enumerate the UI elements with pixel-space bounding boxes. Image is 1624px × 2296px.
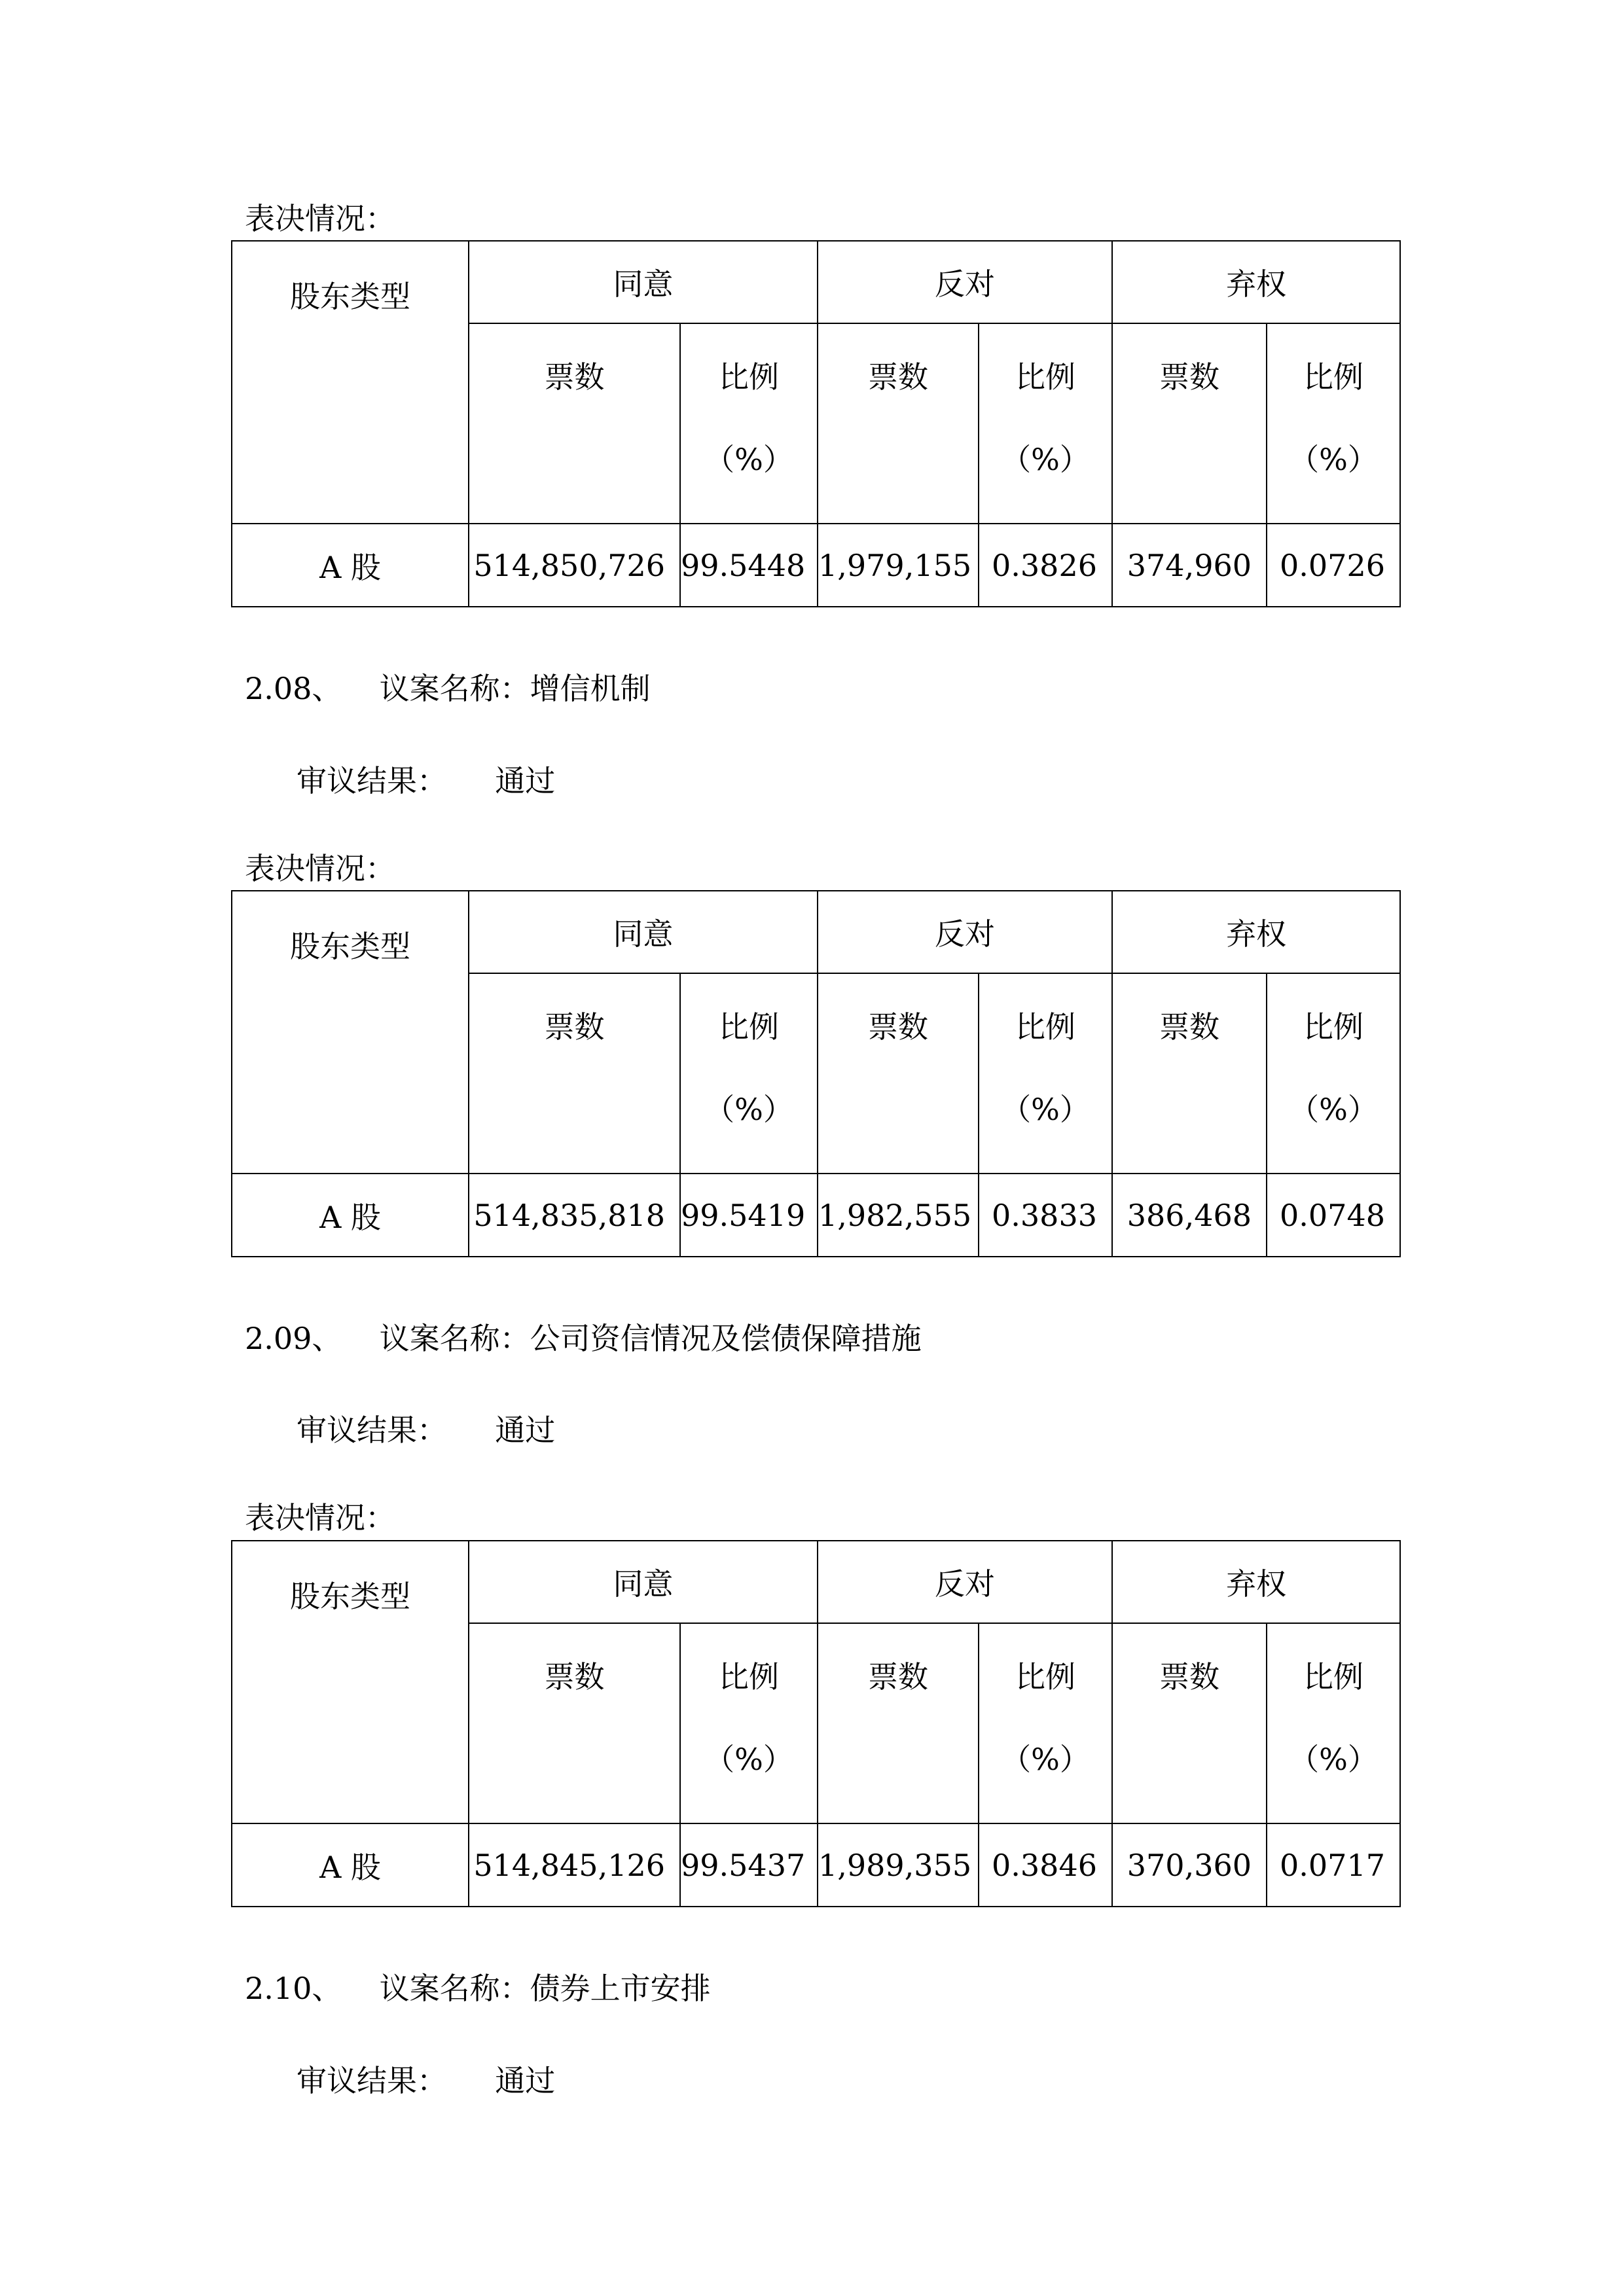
header-agree-ratio bbox=[680, 973, 818, 1174]
header-abstain-votes bbox=[1112, 973, 1267, 1174]
header-agree: 同意 bbox=[469, 241, 818, 323]
header-abstain: 弃权 bbox=[1112, 891, 1400, 973]
ratio-unit: （%） bbox=[1289, 1742, 1378, 1777]
vote-table-1 bbox=[231, 240, 1401, 607]
ratio-unit: （%） bbox=[704, 1742, 793, 1777]
cell-oppose-ratio: 0.3833 bbox=[979, 1174, 1112, 1257]
ratio-label: 比例 bbox=[1303, 1659, 1363, 1695]
ratio-label: 比例 bbox=[1015, 359, 1075, 395]
header-oppose-ratio bbox=[979, 973, 1112, 1174]
header-agree-votes bbox=[469, 973, 680, 1174]
proposal-title-2-08 bbox=[245, 669, 651, 708]
header-agree-ratio bbox=[680, 1623, 818, 1823]
vote-label-2: 表决情况： bbox=[245, 851, 395, 886]
cell-abstain-ratio: 0.0748 bbox=[1267, 1174, 1400, 1257]
ratio-unit: （%） bbox=[1289, 1092, 1378, 1127]
cell-oppose-votes: 1,982,555 bbox=[818, 1174, 979, 1257]
votes-label: 票数 bbox=[868, 1659, 928, 1695]
cell-stock-type: A 股 bbox=[232, 1823, 469, 1907]
header-oppose: 反对 bbox=[818, 891, 1112, 973]
header-shareholder-type: 股东类型 bbox=[232, 891, 469, 1174]
header-shareholder-type: 股东类型 bbox=[232, 241, 469, 524]
cell-oppose-votes: 1,979,155 bbox=[818, 524, 979, 607]
ratio-unit: （%） bbox=[704, 1092, 793, 1127]
ratio-label: 比例 bbox=[1303, 1009, 1363, 1045]
result-value: 通过 bbox=[495, 1412, 556, 1448]
header-shareholder-type: 股东类型 bbox=[232, 1541, 469, 1823]
vote-table-3 bbox=[231, 1540, 1401, 1907]
header-abstain: 弃权 bbox=[1112, 241, 1400, 323]
header-oppose-votes bbox=[818, 323, 979, 524]
cell-abstain-votes: 374,960 bbox=[1112, 524, 1267, 607]
proposal-title-2-10 bbox=[245, 1969, 711, 2008]
cell-abstain-votes: 386,468 bbox=[1112, 1174, 1267, 1257]
ratio-label: 比例 bbox=[1015, 1659, 1075, 1695]
header-oppose: 反对 bbox=[818, 1541, 1112, 1623]
cell-agree-ratio: 99.5419 bbox=[680, 1174, 818, 1257]
header-oppose-votes bbox=[818, 973, 979, 1174]
proposal-name: 议案名称：公司资信情况及偿债保障措施 bbox=[379, 1321, 922, 1356]
vote-label-1: 表决情况： bbox=[245, 201, 395, 236]
cell-abstain-ratio: 0.0717 bbox=[1267, 1823, 1400, 1907]
proposal-number: 2.08、 bbox=[245, 671, 342, 706]
header-abstain-ratio bbox=[1267, 973, 1400, 1174]
votes-label: 票数 bbox=[868, 359, 928, 395]
table-row bbox=[232, 1174, 1400, 1257]
votes-label: 票数 bbox=[1159, 359, 1219, 395]
votes-label: 票数 bbox=[544, 1009, 605, 1045]
cell-agree-ratio: 99.5448 bbox=[680, 524, 818, 607]
vote-label-3: 表决情况： bbox=[245, 1500, 395, 1535]
cell-agree-votes: 514,850,726 bbox=[469, 524, 680, 607]
ratio-unit: （%） bbox=[704, 442, 793, 477]
table-row bbox=[232, 1823, 1400, 1907]
cell-stock-type: A 股 bbox=[232, 524, 469, 607]
header-oppose-ratio bbox=[979, 1623, 1112, 1823]
header-agree-votes bbox=[469, 323, 680, 524]
vote-table-2 bbox=[231, 890, 1401, 1257]
ratio-label: 比例 bbox=[1303, 359, 1363, 395]
proposal-number: 2.10、 bbox=[245, 1971, 342, 2006]
proposal-result-2-10 bbox=[297, 2061, 555, 2100]
cell-agree-ratio: 99.5437 bbox=[680, 1823, 818, 1907]
cell-abstain-ratio: 0.0726 bbox=[1267, 524, 1400, 607]
result-label: 审议结果： bbox=[297, 763, 447, 798]
result-value: 通过 bbox=[495, 2063, 556, 2098]
proposal-title-2-09 bbox=[245, 1319, 922, 1358]
votes-label: 票数 bbox=[544, 359, 605, 395]
header-abstain: 弃权 bbox=[1112, 1541, 1400, 1623]
cell-agree-votes: 514,845,126 bbox=[469, 1823, 680, 1907]
header-abstain-votes bbox=[1112, 1623, 1267, 1823]
header-oppose-votes bbox=[818, 1623, 979, 1823]
result-label: 审议结果： bbox=[297, 2063, 447, 2098]
result-label: 审议结果： bbox=[297, 1412, 447, 1448]
ratio-label: 比例 bbox=[1015, 1009, 1075, 1045]
header-oppose-ratio bbox=[979, 323, 1112, 524]
table-row bbox=[232, 524, 1400, 607]
header-abstain-ratio bbox=[1267, 323, 1400, 524]
proposal-result-2-08 bbox=[297, 761, 555, 800]
cell-oppose-ratio: 0.3846 bbox=[979, 1823, 1112, 1907]
header-abstain-ratio bbox=[1267, 1623, 1400, 1823]
cell-agree-votes: 514,835,818 bbox=[469, 1174, 680, 1257]
ratio-unit: （%） bbox=[1289, 442, 1378, 477]
proposal-number: 2.09、 bbox=[245, 1321, 342, 1356]
cell-stock-type: A 股 bbox=[232, 1174, 469, 1257]
result-value: 通过 bbox=[495, 763, 556, 798]
ratio-unit: （%） bbox=[1001, 1742, 1090, 1777]
header-agree: 同意 bbox=[469, 891, 818, 973]
cell-abstain-votes: 370,360 bbox=[1112, 1823, 1267, 1907]
header-agree: 同意 bbox=[469, 1541, 818, 1623]
header-oppose: 反对 bbox=[818, 241, 1112, 323]
proposal-name: 议案名称：债券上市安排 bbox=[379, 1971, 711, 2006]
votes-label: 票数 bbox=[1159, 1659, 1219, 1695]
cell-oppose-ratio: 0.3826 bbox=[979, 524, 1112, 607]
proposal-result-2-09 bbox=[297, 1410, 555, 1450]
header-agree-ratio bbox=[680, 323, 818, 524]
header-abstain-votes bbox=[1112, 323, 1267, 524]
ratio-label: 比例 bbox=[719, 1009, 779, 1045]
cell-oppose-votes: 1,989,355 bbox=[818, 1823, 979, 1907]
header-agree-votes bbox=[469, 1623, 680, 1823]
votes-label: 票数 bbox=[868, 1009, 928, 1045]
ratio-unit: （%） bbox=[1001, 1092, 1090, 1127]
votes-label: 票数 bbox=[1159, 1009, 1219, 1045]
ratio-label: 比例 bbox=[719, 1659, 779, 1695]
proposal-name: 议案名称：增信机制 bbox=[379, 671, 651, 706]
votes-label: 票数 bbox=[544, 1659, 605, 1695]
ratio-unit: （%） bbox=[1001, 442, 1090, 477]
ratio-label: 比例 bbox=[719, 359, 779, 395]
